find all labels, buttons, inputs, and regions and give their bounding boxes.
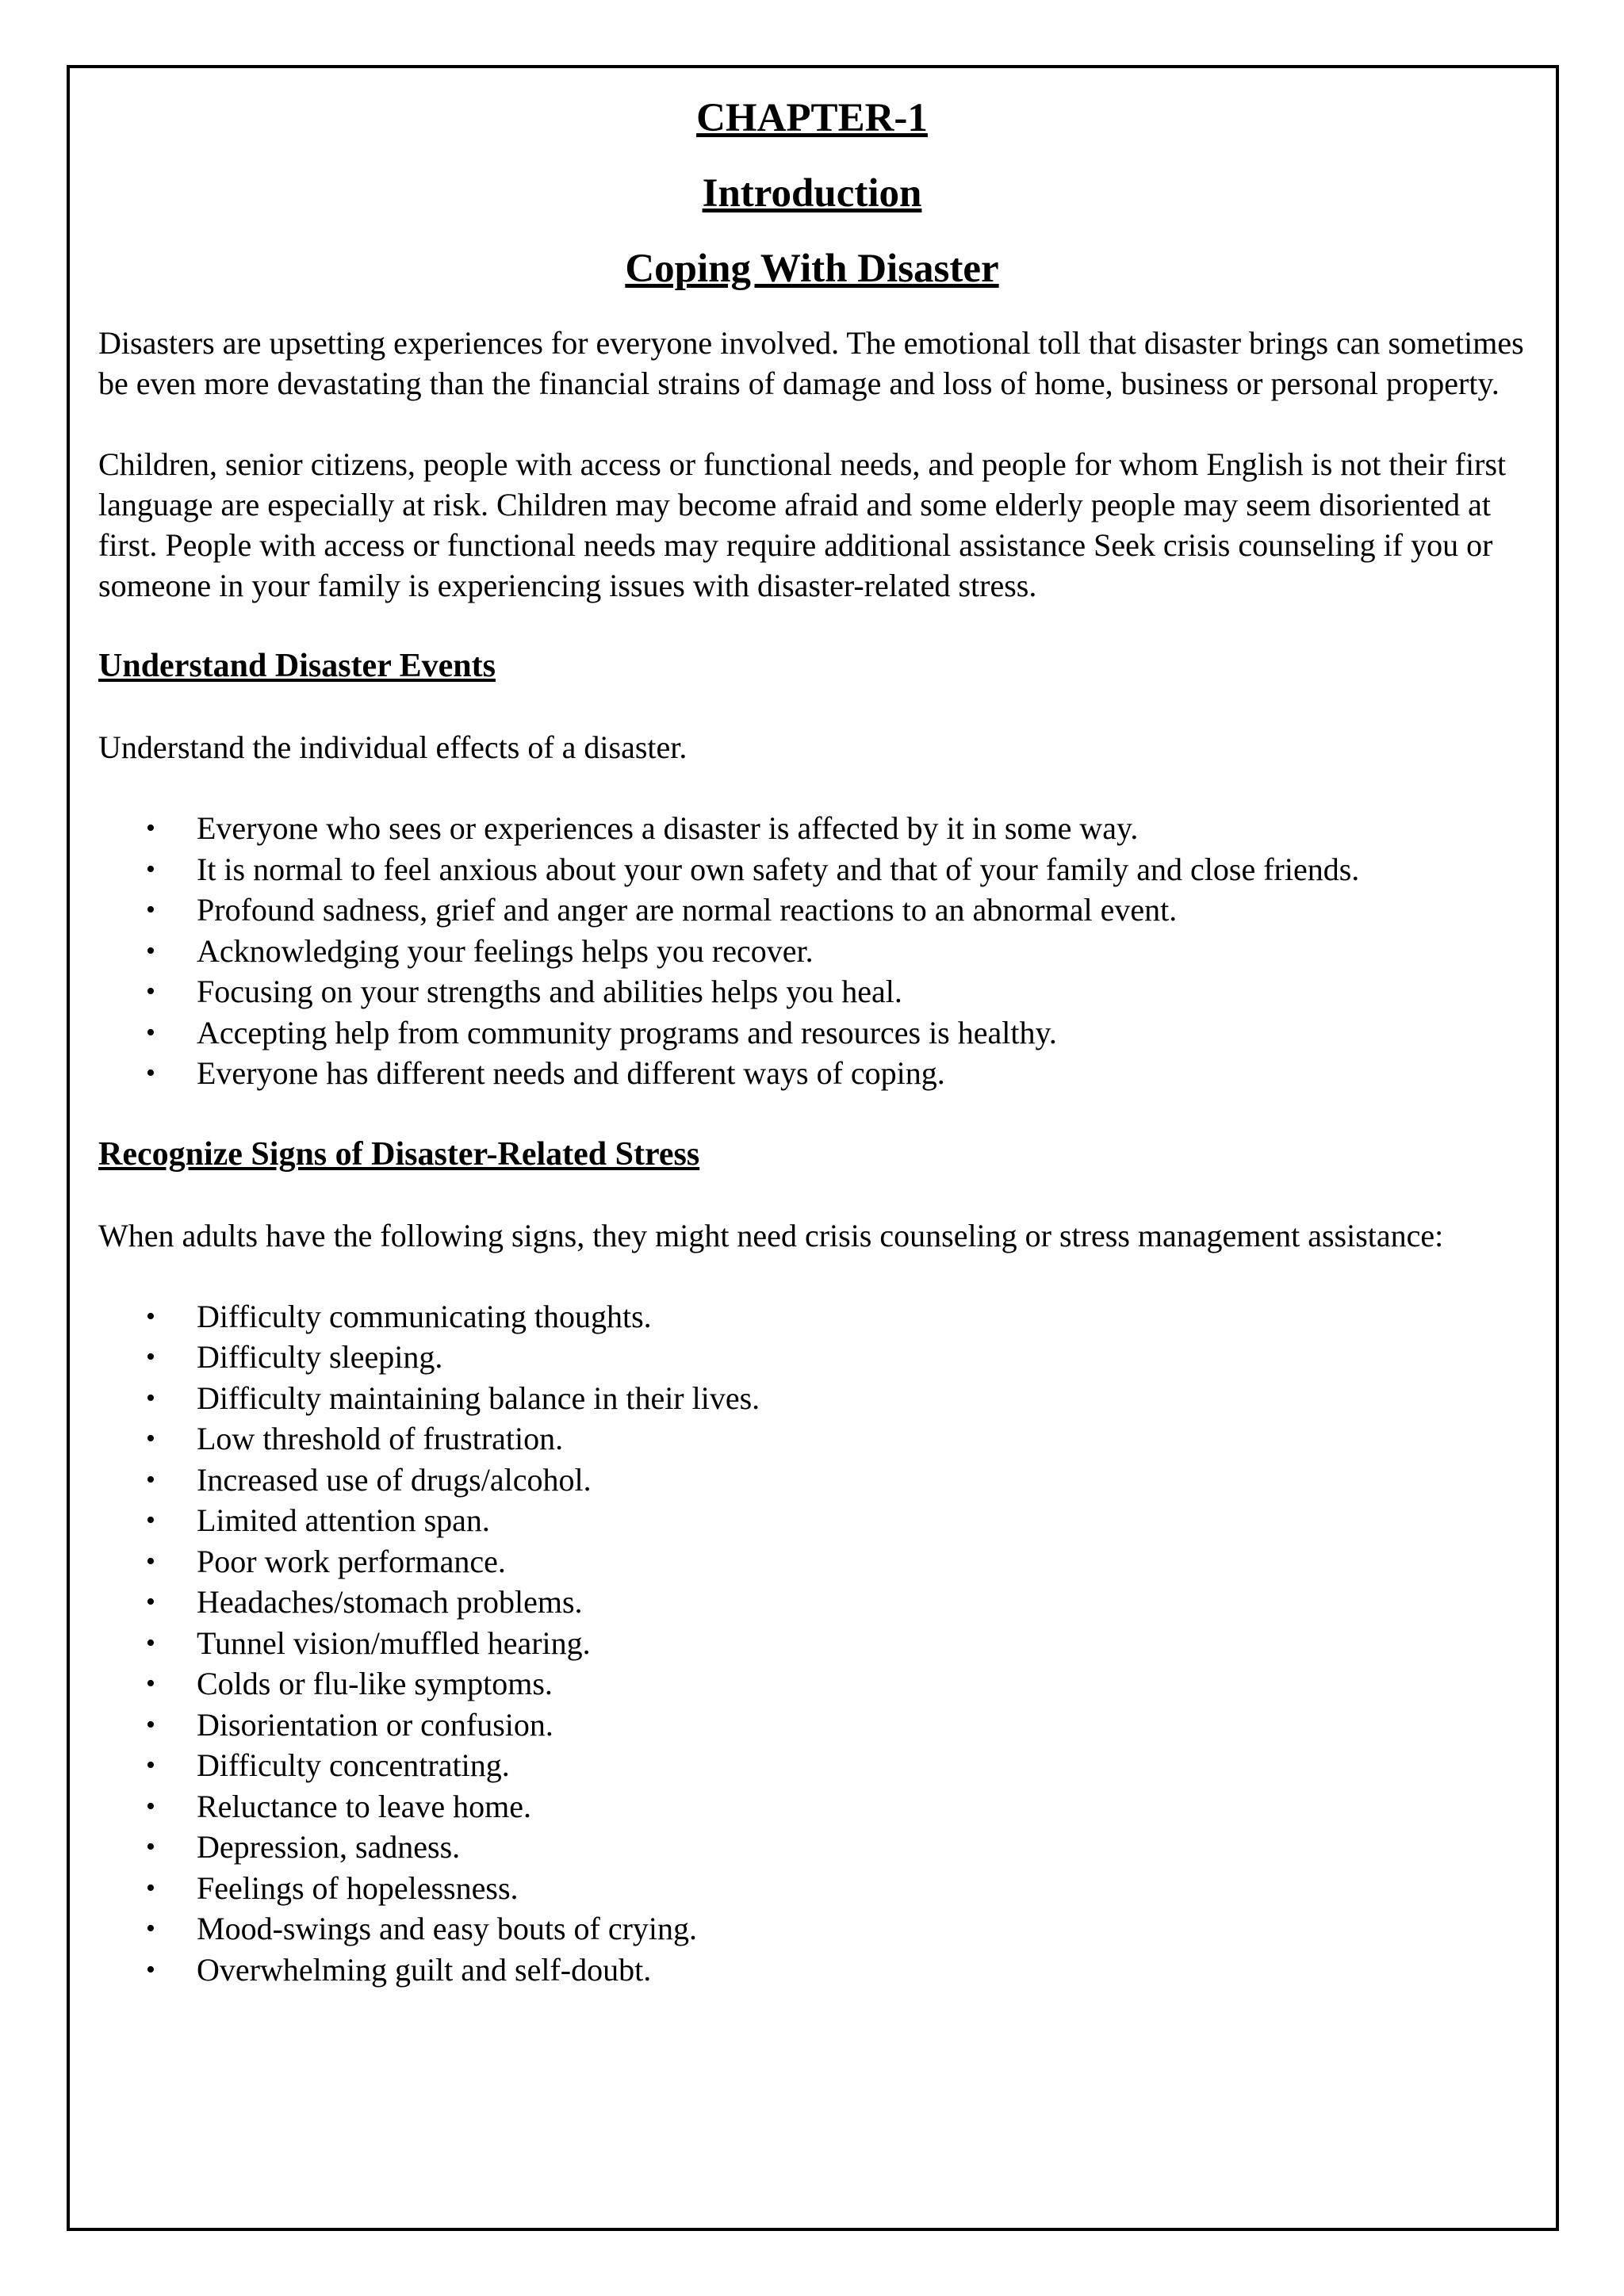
intro-paragraph-2: Children, senior citizens, people with access or functional needs, and people for whom English is not their first language are especially at risk. Children may become afraid and some elderly people may seem disoriented at first. People with access or functional needs may require additional assistance Seek crisis counseling if you or someone in your family is experiencing issues with disaster-related stress. <box>98 446 1507 603</box>
list-item: • Increased use of drugs/alcohol. <box>98 1460 1526 1501</box>
bullet-icon: • <box>146 1628 155 1658</box>
bullet-icon: • <box>146 1709 155 1739</box>
bullet-icon: • <box>146 977 155 1006</box>
list-item: • Reluctance to leave home. <box>98 1786 1526 1827</box>
chapter-subtitle: Introduction <box>702 171 922 216</box>
list-item: • Everyone has different needs and different ways of coping. <box>98 1053 1526 1094</box>
bullet-icon: • <box>146 1424 155 1453</box>
document-body <box>98 98 1526 2030</box>
list-item: • Overwhelming guilt and self-doubt. <box>98 1950 1526 1991</box>
list-item: • Headaches/stomach problems. <box>98 1582 1526 1623</box>
list-item: • Poor work performance. <box>98 1541 1526 1582</box>
bullet-icon: • <box>146 1017 155 1047</box>
bullet-icon: • <box>146 1751 155 1780</box>
list-item: • Mood-swings and easy bouts of crying. <box>98 1908 1526 1950</box>
bullet-icon: • <box>146 1669 155 1698</box>
list-item: • Disorientation or confusion. <box>98 1705 1526 1746</box>
list-item: • Difficulty maintaining balance in their lives. <box>98 1378 1526 1419</box>
bullet-icon: • <box>146 1832 155 1862</box>
list-item: • Everyone who sees or experiences a disaster is affected by it in some way. <box>98 808 1526 849</box>
bullet-icon: • <box>146 1873 155 1903</box>
chapter-title: CHAPTER-1 <box>696 96 928 140</box>
list-item: • Acknowledging your feelings helps you recover. <box>98 931 1526 972</box>
bullet-icon: • <box>146 1954 155 1984</box>
section-heading-recognize: Recognize Signs of Disaster-Related Stress <box>98 1135 700 1173</box>
bullet-icon: • <box>146 1546 155 1576</box>
bullet-icon: • <box>146 936 155 966</box>
list-item: • Low threshold of frustration. <box>98 1418 1526 1460</box>
list-item: • Difficulty concentrating. <box>98 1745 1526 1786</box>
chapter-topic: Coping With Disaster <box>625 247 999 291</box>
list-item: • Accepting help from community programs and resources is healthy. <box>98 1012 1526 1054</box>
list-item: • Colds or flu-like symptoms. <box>98 1663 1526 1705</box>
section-heading-understand: Understand Disaster Events <box>98 648 496 684</box>
intro-paragraph-1: Disasters are upsetting experiences for everyone involved. The emotional toll that disaster brings can sometimes be even more devastating than the financial strains of damage and loss of home, business or personal property. <box>98 325 1524 401</box>
list-item: • Difficulty communicating thoughts. <box>98 1296 1526 1337</box>
bullet-icon: • <box>146 854 155 884</box>
list-item: • Limited attention span. <box>98 1500 1526 1541</box>
bullet-icon: • <box>146 1464 155 1494</box>
list-item: • Tunnel vision/muffled hearing. <box>98 1623 1526 1664</box>
bullet-icon: • <box>146 1587 155 1617</box>
bullet-icon: • <box>146 895 155 924</box>
list-item: • Profound sadness, grief and anger are normal reactions to an abnormal event. <box>98 890 1526 931</box>
list-item: • Focusing on your strengths and abilities helps you heal. <box>98 971 1526 1012</box>
bullet-list-recognize <box>98 1296 1526 1991</box>
list-item: • Feelings of hopelessness. <box>98 1868 1526 1909</box>
section-lead-understand: Understand the individual effects of a disaster. <box>98 729 688 765</box>
section-lead-recognize: When adults have the following signs, they might need crisis counseling or stress management assistance: <box>98 1217 1444 1253</box>
list-item: • Difficulty sleeping. <box>98 1337 1526 1378</box>
bullet-icon: • <box>146 1301 155 1331</box>
bullet-icon: • <box>146 1383 155 1413</box>
bullet-list-understand <box>98 808 1526 1094</box>
bullet-icon: • <box>146 1791 155 1821</box>
bullet-icon: • <box>146 1914 155 1943</box>
bullet-icon: • <box>146 813 155 843</box>
bullet-icon: • <box>146 1058 155 1088</box>
list-item: • It is normal to feel anxious about your own safety and that of your family and close friends. <box>98 849 1526 890</box>
list-item: • Depression, sadness. <box>98 1827 1526 1868</box>
bullet-icon: • <box>146 1342 155 1372</box>
bullet-icon: • <box>146 1506 155 1535</box>
